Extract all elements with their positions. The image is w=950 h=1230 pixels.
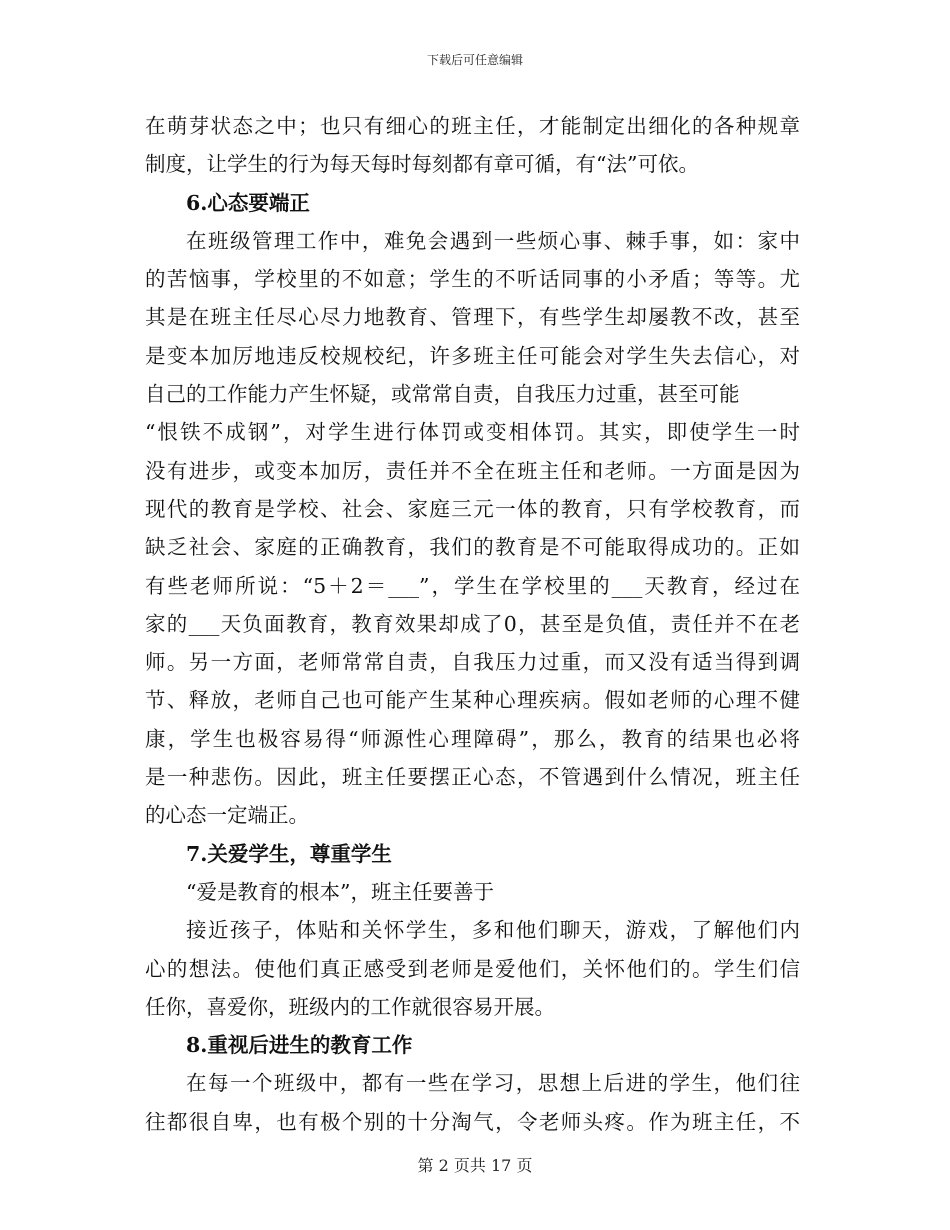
document-body [145, 107, 800, 1141]
paragraph-line: 节、释放，老师自己也可能产生某种心理疾病。假如老师的心理不健 [145, 688, 800, 713]
paragraph-line: 制度，让学生的行为每天每时每刻都有章可循，有“法”可依。 [145, 152, 699, 177]
paragraph-line: 其是在班主任尽心尽力地教育、管理下，有些学生却屡教不改，甚至 [145, 305, 800, 330]
paragraph-line: 接近孩子，体贴和关怀学生，多和他们聊天，游戏，了解他们内 [186, 918, 800, 943]
paragraph-line: 自己的工作能力产生怀疑，或常常自责，自我压力过重，甚至可能 [145, 382, 740, 407]
page-footer: 第 2 页共 17 页 [417, 1156, 533, 1175]
paragraph-line: 在萌芽状态之中；也只有细心的班主任，才能制定出细化的各种规章 [145, 114, 800, 138]
paragraph-line: 在班级管理工作中，难免会遇到一些烦心事、棘手事，如：家中 [186, 228, 800, 253]
paragraph-line: 没有进步，或变本加厉，责任并不全在班主任和老师。一方面是因为 [145, 458, 800, 483]
paragraph-line: 往都很自卑，也有极个别的十分淘气，令老师头疼。作为班主任，不 [145, 1109, 800, 1134]
paragraph-line: “恨铁不成钢”，对学生进行体罚或变相体罚。其实，即使学生一时 [145, 420, 800, 445]
paragraph-line: 在每一个班级中，都有一些在学习，思想上后进的学生，他们往 [186, 1071, 800, 1096]
paragraph-line: 师。另一方面，老师常常自责，自我压力过重，而又没有适当得到调 [145, 650, 800, 675]
paragraph-line: 是一种悲伤。因此，班主任要摆正心态，不管遇到什么情况，班主任 [145, 765, 800, 790]
paragraph-line: 任你，喜爱你，班级内的工作就很容易开展。 [145, 994, 555, 1019]
section-heading: 7.关爱学生，尊重学生 [186, 841, 392, 866]
paragraph-line: 家的___天负面教育，教育效果却成了0，甚至是负值，责任并不在老 [145, 611, 800, 636]
page-header: 下载后可任意编辑 [426, 53, 523, 67]
paragraph-line: 心的想法。使他们真正感受到老师是爱他们，关怀他们的。学生们信 [145, 956, 800, 981]
section-heading: 8.重视后进生的教育工作 [186, 1033, 413, 1058]
section-heading: 6.心态要端正 [186, 190, 310, 215]
paragraph-line: 康，学生也极容易得“师源性心理障碍”，那么，教育的结果也必将 [145, 726, 800, 751]
paragraph-line: “爱是教育的根本”，班主任要善于 [186, 879, 494, 904]
paragraph-line: 的苦恼事，学校里的不如意；学生的不听话同事的小矛盾；等等。尤 [145, 267, 800, 292]
paragraph-line: 的心态一定端正。 [145, 803, 309, 828]
paragraph-line: 现代的教育是学校、社会、家庭三元一体的教育，只有学校教育，而 [145, 496, 800, 521]
paragraph-line: 是变本加厉地违反校规校纪，许多班主任可能会对学生失去信心，对 [145, 343, 800, 368]
paragraph-line: 有些老师所说：“5＋2＝___”，学生在学校里的___天教育，经过在 [145, 573, 800, 598]
paragraph-line: 缺乏社会、家庭的正确教育，我们的教育是不可能取得成功的。正如 [145, 535, 800, 560]
